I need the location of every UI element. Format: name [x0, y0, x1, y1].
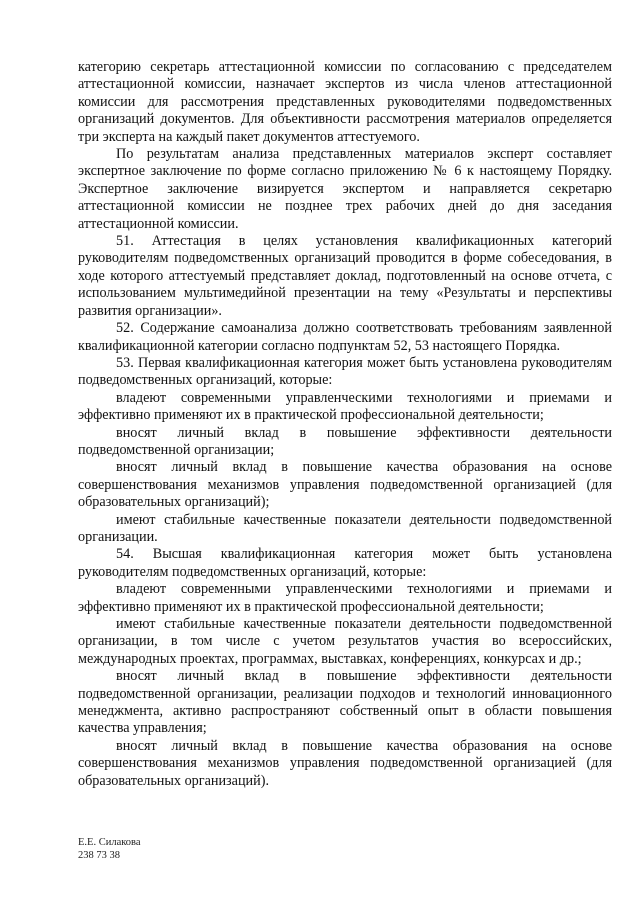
list-item: вносят личный вклад в повышение эффективности деятельности подведомственной организации;	[78, 424, 612, 458]
list-item: владеют современными управленческими технологиями и приемами и эффективно применяют их в практической профессиональной деятельности;	[78, 581, 612, 615]
body-text	[78, 59, 612, 790]
paragraph-continuation: категорию секретарь аттестационной комиссии по согласованию с председателем аттестационной комиссии, назначает экспертов из числа членов аттестационной комиссии для рассмотрения представленных руководителями подведомственных организаций документов. Для объективности рассмотрения материалов определяется три эксперта на каждый пакет документов аттестуемого.	[78, 59, 612, 145]
footer-phone: 238 73 38	[78, 850, 120, 861]
document-footer	[78, 836, 141, 862]
list-item: вносят личный вклад в повышение качества образования на основе совершенствования механизмов управления подведомственной организацией (для образовательных организаций).	[78, 737, 612, 789]
list-item: владеют современными управленческими технологиями и приемами и эффективно применяют их в практической профессиональной деятельности;	[78, 389, 612, 424]
list-item: вносят личный вклад в повышение качества образования на основе совершенствования механизмов управления подведомственной организацией (для образовательных организаций);	[78, 459, 612, 511]
paragraph-52: 52. Содержание самоанализа должно соответствовать требованиям заявленной квалификационной категории согласно подпунктам 52, 53 настоящего Порядка.	[78, 320, 612, 354]
footer-author: Е.Е. Силакова	[78, 837, 141, 848]
list-item: вносят личный вклад в повышение эффективности деятельности подведомственной организации, реализации подходов и технологий инновационного менеджмента, активно распространяют собственный опыт в области повышения качества управления;	[78, 668, 612, 737]
list-item: имеют стабильные качественные показатели деятельности подведомственной организации.	[78, 511, 612, 545]
paragraph-expert-conclusion: По результатам анализа представленных материалов эксперт составляет экспертное заключение по форме согласно приложению № 6 к настоящему Порядку. Экспертное заключение визируется экспертом и направляется секретарю аттестационной комиссии не позднее трех рабочих дней до дня заседания аттестационной комиссии.	[78, 146, 612, 232]
list-item: имеют стабильные качественные показатели деятельности подведомственной организации, в том числе с учетом результатов участия во всероссийских, международных проектах, программах, выставках, конференциях, конкурсах и др.;	[78, 616, 612, 667]
paragraph-51: 51. Аттестация в целях установления квалификационных категорий руководителям подведомственных организаций проводится в форме собеседования, в ходе которого аттестуемый представляет доклад, подготовленный на основе отчета, с использованием мультимедийной презентации на тему «Результаты и перспективы развития организации».	[78, 233, 612, 319]
paragraph-54: 54. Высшая квалификационная категория может быть установлена руководителям подведомственных организаций, которые:	[78, 546, 612, 580]
paragraph-53: 53. Первая квалификационная категория может быть установлена руководителям подведомственных организаций, которые:	[78, 354, 612, 389]
